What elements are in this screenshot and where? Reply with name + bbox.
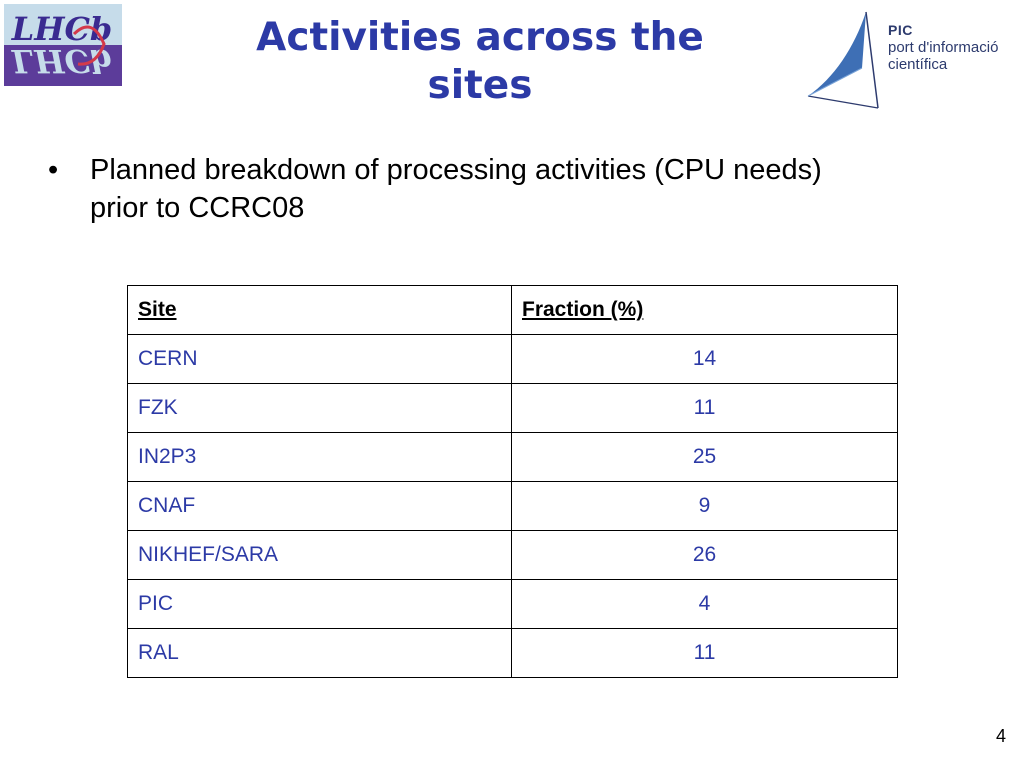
cell-fraction: 25 [512, 433, 898, 482]
cell-site: IN2P3 [128, 433, 512, 482]
page-number: 4 [995, 726, 1006, 746]
header-fraction: Fraction (%) [512, 286, 898, 335]
pic-name: PIC [888, 22, 913, 38]
cell-fraction: 11 [512, 384, 898, 433]
table-row [128, 580, 898, 629]
slide-title [150, 14, 810, 110]
cell-fraction: 14 [512, 335, 898, 384]
pic-logo-text [888, 22, 998, 73]
table-row [128, 629, 898, 678]
lhcb-logo-graphic [4, 4, 122, 86]
cell-site: NIKHEF/SARA [128, 531, 512, 580]
table-row [128, 335, 898, 384]
lhcb-text-bottom: LHCb [11, 42, 113, 80]
header-site: Site [128, 286, 512, 335]
cell-site: RAL [128, 629, 512, 678]
cell-site: CERN [128, 335, 512, 384]
cell-fraction: 4 [512, 580, 898, 629]
pic-logo [804, 8, 1022, 112]
bullet-point [48, 151, 988, 227]
cell-fraction: 9 [512, 482, 898, 531]
cell-site: CNAF [128, 482, 512, 531]
table-row [128, 482, 898, 531]
lhcb-logo [4, 4, 122, 86]
lhcb-text-top: LHCb [11, 10, 113, 48]
table-row [128, 531, 898, 580]
pic-sail-icon [804, 8, 884, 112]
table-row [128, 433, 898, 482]
pic-line-2: científica [888, 56, 948, 73]
cell-site: PIC [128, 580, 512, 629]
slide-title-line-2: sites [427, 63, 533, 108]
bullet-text-line-2: prior to CCRC08 [90, 192, 305, 224]
bullet-text-line-1: Planned breakdown of processing activities (CPU needs) [90, 154, 822, 186]
table-header-row [128, 286, 898, 335]
table-row [128, 384, 898, 433]
cell-fraction: 26 [512, 531, 898, 580]
bullet-dot-icon: • [48, 154, 59, 186]
bullet-text [90, 151, 822, 227]
slide-title-line-1: Activities across the [256, 15, 704, 60]
cell-fraction: 11 [512, 629, 898, 678]
site-fraction-table [127, 285, 898, 678]
pic-line-1: port d'informació [888, 39, 999, 56]
cell-site: FZK [128, 384, 512, 433]
